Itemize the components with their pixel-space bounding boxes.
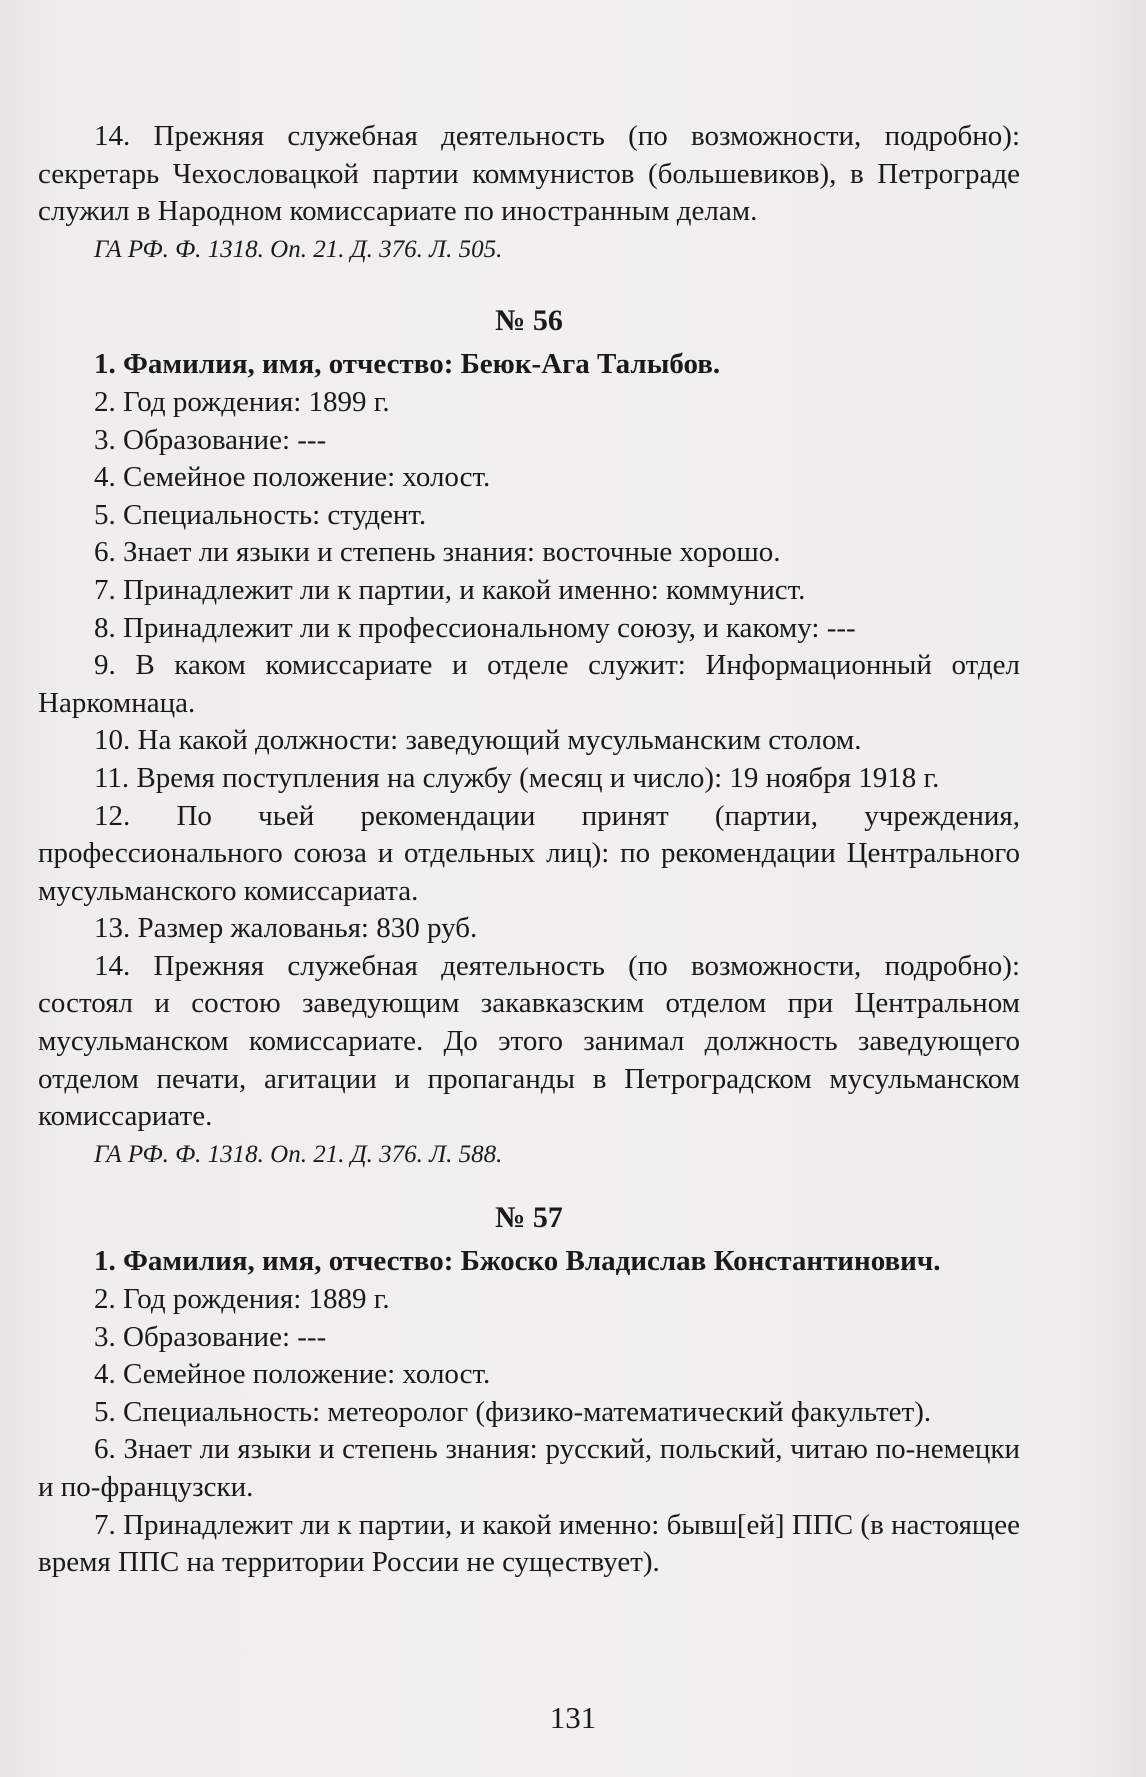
field-previous-activity: 14. Прежняя служебная деятельность (по возможности, подробно): состоял и состою заведующим закавказским отделом при Центральном мусульманском комиссариате. До этого занимал должность заведующего отделом печати, агитации и пропаганды в Петроградском мусульманском комиссариате.: [38, 949, 1020, 1133]
field-education: 3. Образование: ---: [94, 423, 327, 456]
field-recommendation: 12. По чьей рекомендации принят (партии, учреждения, профессионального союза и отдельных лиц): по рекомендации Центрального мусульманского комиссариата.: [38, 799, 1020, 907]
entry-number: № 56: [495, 304, 563, 338]
field-start-date: 11. Время поступления на службу (месяц и число): 19 ноября 1918 г.: [94, 761, 940, 794]
field-specialty: 5. Специальность: студент.: [94, 498, 427, 531]
field-marital-status: 4. Семейное положение: холост.: [94, 461, 491, 494]
field-birth-year: 2. Год рождения: 1899 г.: [94, 385, 390, 418]
field-education: 3. Образование: ---: [94, 1320, 327, 1353]
text-column: [38, 118, 1020, 1582]
field-party: 7. Принадлежит ли к партии, и какой именно: бывш[ей] ППС (в настоящее время ППС на территории России не существует).: [38, 1508, 1020, 1579]
field-languages: 6. Знает ли языки и степень знания: русский, польский, читаю по-немецки и по-французски.: [38, 1433, 1020, 1503]
entry-number: № 57: [495, 1201, 563, 1235]
field-position: 10. На какой должности: заведующий мусульманским столом.: [94, 724, 862, 757]
archive-reference: ГА РФ. Ф. 1318. Оп. 21. Д. 376. Л. 588.: [94, 1140, 503, 1168]
field-languages: 6. Знает ли языки и степень знания: восточные хорошо.: [94, 536, 781, 569]
field-previous-activity: 14. Прежняя служебная деятельность (по возможности, подробно): секретарь Чехословацкой партии коммунистов (большевиков), в Петрограде служил в Народном комиссариате по иностранным делам.: [38, 120, 1020, 228]
page-number: 131: [549, 1700, 597, 1735]
field-salary: 13. Размер жалованья: 830 руб.: [94, 912, 478, 945]
field-birth-year: 2. Год рождения: 1889 г.: [94, 1283, 390, 1316]
field-full-name: 1. Фамилия, имя, отчество: Беюк-Ага Талыбов.: [94, 348, 721, 381]
field-full-name: 1. Фамилия, имя, отчество: Бжоско Владислав Константинович.: [94, 1245, 941, 1278]
archive-reference: ГА РФ. Ф. 1318. Оп. 21. Д. 376. Л. 505.: [94, 235, 503, 263]
field-specialty: 5. Специальность: метеоролог (физико-математический факультет).: [94, 1395, 932, 1428]
field-department: 9. В каком комиссариате и отделе служит: Информационный отдел Наркомнаца.: [38, 649, 1020, 719]
field-union: 8. Принадлежит ли к профессиональному союзу, и какому: ---: [94, 611, 856, 644]
field-marital-status: 4. Семейное положение: холост.: [94, 1358, 491, 1391]
field-party: 7. Принадлежит ли к партии, и какой именно: коммунист.: [94, 573, 806, 606]
